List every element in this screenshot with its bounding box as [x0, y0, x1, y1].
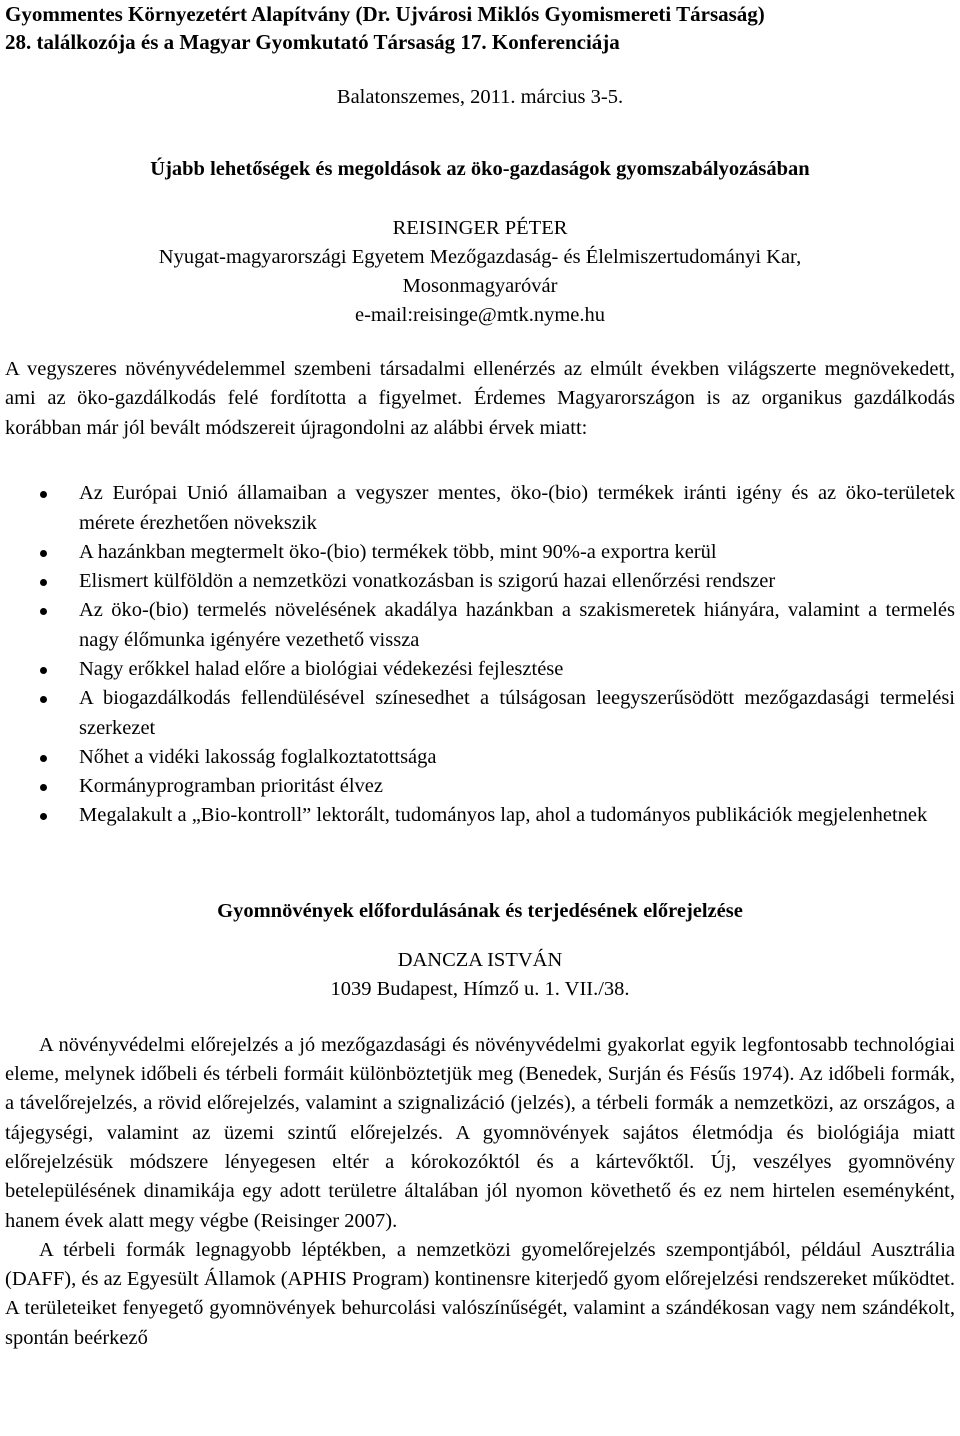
conference-place-date: Balatonszemes, 2011. március 3-5.: [336, 86, 624, 108]
article2-title: Gyomnövények előfordulásának és terjedésének előrejelzése: [217, 899, 743, 922]
conference-title-line-2: 28. találkozója és a Magyar Gyomkutató Társaság 17. Konferenciája: [5, 30, 620, 54]
bullet-icon: [40, 667, 47, 674]
list-item: A hazánkban megtermelt öko-(bio) termékek több, mint 90%-a exportra kerül: [5, 538, 955, 567]
article2-paragraph-1: A növényvédelmi előrejelzés a jó mezőgazdasági és növényvédelmi gyakorlat egyik legfontosabb technológiai eleme, melynek időbeli és térbeli formáit különböztetjük meg (Benedek, Surján és Fésűs 1974). Az időbeli formák, a távelőrejelzés, a rövid előrejelzés, valamint a szignalizáció (jelzés), a térbeli formák a nemzetközi, az országos, a tájegységi, valamint az üzemi szintű előrejelzés. A gyomnövények sajátos életmódja és biológiája miatt előrejelzésük módszere lényegesen eltér a kórokozóktól és a kártevőktől. Új, veszélyes gyomnövény betelepülésének dinamikája egy adott területre általában jól nyomon követhető és ez nem hirtelen eseményként, hanem évek alatt megy végbe (Reisinger 2007).: [5, 1033, 955, 1232]
bullet-icon: [40, 755, 47, 762]
conference-title: [5, 0, 955, 56]
bullet-icon: [40, 579, 47, 586]
article1-abstract: A vegyszeres növényvédelemmel szembeni társadalmi ellenérzés az elmúlt években világszerte megnövekedett, ami az öko-gazdálkodás felé fordította a figyelmet. Érdemes Magyarországon is az organikus gazdálkodás korábban már jól bevált módszereit újragondolni az alábbi érvek miatt:: [5, 358, 955, 439]
article1-bullet-list: [5, 479, 955, 831]
document-page: [5, 0, 955, 1353]
bullet-icon: [40, 784, 47, 791]
list-item: Elismert külföldön a nemzetközi vonatkozásban is szigorú hazai ellenőrzési rendszer: [5, 567, 955, 596]
bullet-icon: [40, 491, 47, 498]
article1-author: REISINGER PÉTER: [392, 217, 568, 239]
bullet-icon: [40, 550, 47, 557]
list-item: A biogazdálkodás fellendülésével színesedhet a túlságosan leegyszerűsödött mezőgazdasági termelési szerkezet: [5, 684, 955, 743]
list-item: Nőhet a vidéki lakosság foglalkoztatottsága: [5, 743, 955, 772]
bullet-icon: [40, 696, 47, 703]
article1-affiliation-line-2: Mosonmagyaróvár: [402, 275, 558, 297]
article2-paragraph-2: A térbeli formák legnagyobb léptékben, a nemzetközi gyomelőrejelzés szempontjából, például Ausztrália (DAFF), és az Egyesült Államok (APHIS Program) kontinensre kiterjedő gyom előrejelzési rendszereket működtet. A területeiket fenyegető gyomnövények behurcolási valószínűségét, valamint a szándékosan vagy nem szándékolt, spontán beérkező: [5, 1238, 955, 1349]
bullet-icon: [40, 608, 47, 615]
article1-affiliation-line-1: Nyugat-magyarországi Egyetem Mezőgazdaság- és Élelmiszertudományi Kar,: [158, 246, 802, 268]
list-item: Megalakult a „Bio-kontroll” lektorált, tudományos lap, ahol a tudományos publikációk megjelenhetnek: [5, 801, 955, 830]
article1-email: e-mail:reisinge@mtk.nyme.hu: [354, 304, 605, 326]
article2-address: 1039 Budapest, Hímző u. 1. VII./38.: [330, 977, 630, 1000]
conference-title-line-1: Gyommentes Környezetért Alapítvány (Dr. Ujvárosi Miklós Gyomismereti Társaság): [5, 2, 765, 26]
list-item: Nagy erőkkel halad előre a biológiai védekezési fejlesztése: [5, 655, 955, 684]
article1-title: Újabb lehetőségek és megoldások az öko-gazdaságok gyomszabályozásában: [150, 158, 810, 180]
list-item: Kormányprogramban prioritást élvez: [5, 772, 955, 801]
list-item: Az öko-(bio) termelés növelésének akadálya hazánkban a szakismeretek hiányára, valamint a termelés nagy élőmunka igényére vezethető vissza: [5, 596, 955, 655]
article2-author: DANCZA ISTVÁN: [397, 948, 563, 971]
bullet-icon: [40, 813, 47, 820]
list-item: Az Európai Unió államaiban a vegyszer mentes, öko-(bio) termékek iránti igény és az öko-területek mérete érezhetően növekszik: [5, 479, 955, 538]
